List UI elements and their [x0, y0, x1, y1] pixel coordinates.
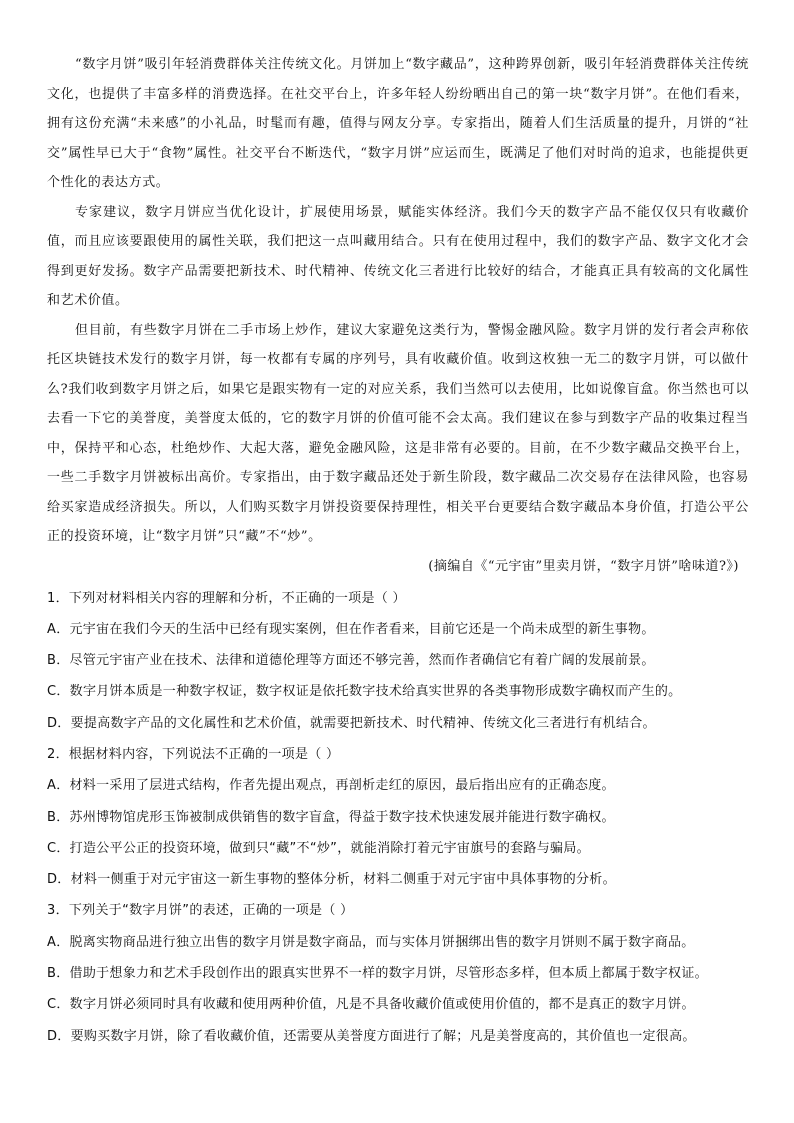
question-2-stem: 2．根据材料内容，下列说法不正确的一项是（ ）	[47, 746, 340, 762]
passage-paragraph-2: 专家建议，数字月饼应当优化设计，扩展使用场景，赋能实体经济。我们今天的数字产品不能仅仅只有收藏价值，而且应该要跟使用的属性关联，我们把这一点叫藏用结合。只有在使用过程中，我们的数字产品、数字文化才会得到更好发扬。数字产品需要把新技术、时代精神、传统文化三者进行比较好的结合，才能真正具有较高的文化属性和艺术价值。	[47, 204, 749, 308]
question-1-option-c: C．数字月饼本质是一种数字权证，数字权证是依托数字技术给真实世界的各类事物形成数字确权而产生的。	[47, 684, 682, 700]
question-1-option-a: A．元宇宙在我们今天的生活中已经有现实案例，但在作者看来，目前它还是一个尚未成型的新生事物。	[47, 621, 655, 637]
question-2-option-c: C．打造公平公正的投资环境，做到只“藏”不“炒”，就能消除打着元宇宙旗号的套路与骗局。	[47, 840, 590, 856]
question-1	[47, 583, 749, 739]
question-1-stem: 1．下列对材料相关内容的理解和分析，不正确的一项是（ ）	[47, 590, 406, 606]
question-3-option-a: A．脱离实物商品进行独立出售的数字月饼是数字商品，而与实体月饼捆绑出售的数字月饼则不属于数字商品。	[47, 934, 695, 950]
document-page	[47, 50, 749, 1052]
question-3-option-d: D．要购买数字月饼，除了看收藏价值，还需要从美誉度方面进行了解；凡是美誉度高的，其价值也一定很高。	[47, 1028, 696, 1044]
passage-paragraph-1: “数字月饼”吸引年轻消费群体关注传统文化。月饼加上“数字藏品”，这种跨界创新，吸引年轻消费群体关注传统文化，也提供了丰富多样的消费选择。在社交平台上，许多年轻人纷纷晒出自己的第一块“数字月饼”。在他们看来，拥有这份充满“未来感”的小礼品，时髦而有趣，值得与网友分享。专家指出，随着人们生活质量的提升，月饼的“社交”属性早已大于“食物”属性。社交平台不断迭代，“数字月饼”应运而生，既满足了他们对时尚的追求，也能提供更个性化的表达方式。	[47, 57, 749, 190]
question-2-option-b: B．苏州博物馆虎形玉饰被制成供销售的数字盲盒，得益于数字技术快速发展并能进行数字确权。	[47, 809, 615, 825]
reading-passage	[47, 50, 749, 581]
question-3	[47, 895, 749, 1051]
question-2	[47, 739, 749, 895]
question-1-option-d: D．要提高数字产品的文化属性和艺术价值，就需要把新技术、时代精神、传统文化三者进行有机结合。	[47, 715, 656, 731]
question-3-option-c: C．数字月饼必须同时具有收藏和使用两种价值，凡是不具备收藏价值或使用价值的，都不是真正的数字月饼。	[47, 997, 695, 1013]
question-2-option-a: A．材料一采用了层进式结构，作者先提出观点，再剖析走红的原因，最后指出应有的正确态度。	[47, 778, 615, 794]
question-1-option-b: B．尽管元宇宙产业在技术、法律和道德伦理等方面还不够完善，然而作者确信它有着广阔的发展前景。	[47, 653, 655, 669]
question-3-option-b: B．借助于想象力和艺术手段创作出的跟真实世界不一样的数字月饼，尽管形态多样，但本质上都属于数字权证。	[47, 966, 708, 982]
question-3-stem: 3．下列关于“数字月饼”的表述，正确的一项是（ ）	[47, 903, 354, 919]
passage-paragraph-3: 但目前，有些数字月饼在二手市场上炒作，建议大家避免这类行为，警惕金融风险。数字月饼的发行者会声称依托区块链技术发行的数字月饼，每一枚都有专属的序列号，具有收藏价值。收到这枚独一无二的数字月饼，可以做什么?我们收到数字月饼之后，如果它是跟实物有一定的对应关系，我们当然可以去使用，比如说像盲盒。你当然也可以去看一下它的美誉度，美誉度太低的，它的数字月饼的价值可能不会太高。我们建议在参与到数字产品的收集过程当中，保持平和心态，杜绝炒作、大起大落，避免金融风险，这是非常有必要的。目前，在不少数字藏品交换平台上，一些二手数字月饼被标出高价。专家指出，由于数字藏品还处于新生阶段，数字藏品二次交易存在法律风险，也容易给买家造成经济损失。所以，人们购买数字月饼投资要保持理性，相关平台更要结合数字藏品本身价值，打造公平公正的投资环境，让“数字月饼”只“藏”不“炒”。	[47, 322, 749, 544]
passage-source: (摘编自《“元宇宙”里卖月饼，“数字月饼”啥味道?》)	[428, 558, 739, 574]
question-list	[47, 583, 749, 1052]
question-2-option-d: D．材料一侧重于对元宇宙这一新生事物的整体分析，材料二侧重于对元宇宙中具体事物的分析。	[47, 872, 616, 888]
